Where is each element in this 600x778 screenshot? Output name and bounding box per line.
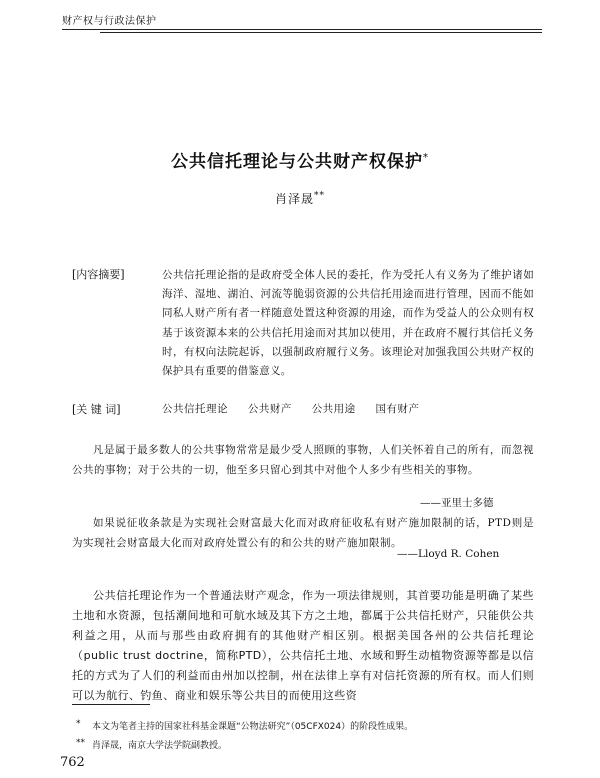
body-paragraph: 公共信托理论作为一个普通法财产观念，作为一项法律规则，其首要功能是明确了某些土地和水资源，包括潮间地和可航水域及其下方之土地，都属于公共信托财产，只能供公共利益之用，从而与那些由政府拥有的其他财产相区别。根据美国各州的公共信托理论（public trust doctrine，简称PTD），公共信托土地、水域和野生动植物资源等都是以信托的方式为了人们的利益而由州加以控制，州在法律上享有对信托资源的所有权。而人们则可以为航行、钓鱼、商业和娱乐等公共目的而使用这些资 [72, 589, 534, 702]
footnote-1 [76, 719, 414, 732]
author-name: 肖泽晟 [274, 192, 314, 206]
keyword: 公共信托理论 [162, 403, 228, 415]
epigraph-attribution-1: ——亚里士多德 [420, 497, 494, 509]
header-rule [62, 29, 542, 30]
footnote-rule [72, 704, 150, 705]
epigraph-quote-1: 凡是属于最多数人的公共事物常常是最少受人照顾的事物，人们关怀着自己的所有，而忽视公共的事物；对于公共的一切，他至多只留心到其中对他个人多少有些相关的事物。 [72, 444, 534, 476]
author-footnote-mark: ** [314, 191, 325, 201]
keywords-label: [关 键 词] [72, 403, 121, 416]
running-head: 财产权与行政法保护 [62, 16, 157, 27]
keyword: 公共用途 [311, 403, 356, 415]
author [0, 190, 600, 207]
page-number: 762 [60, 755, 85, 770]
footnote-mark: * [76, 719, 81, 729]
footnote-text: 本文为笔者主持的国家社科基金课题“公物法研究”（05CFX024）的阶段性成果。 [92, 722, 414, 732]
header-rule-thin [100, 32, 542, 33]
keyword: 国有财产 [375, 403, 420, 415]
footnote-text: 肖泽晟，南京大学法学院副教授。 [92, 741, 228, 751]
footnote-2 [76, 738, 228, 751]
article-title [0, 147, 600, 172]
epigraph-quote-2: 如果说征收条款是为实现社会财富最大化而对政府征收私有财产施加限制的话，PTD则是为实现社会财富最大化而对政府处置公有的和公共的财产施加限制。 [72, 517, 534, 549]
keywords-list [162, 401, 436, 416]
footnote-mark: ** [76, 738, 85, 748]
abstract-label: [内容摘要] [72, 268, 125, 281]
article-title-text: 公共信托理论与公共财产权保护 [171, 152, 423, 172]
title-footnote-mark: * [423, 152, 429, 164]
abstract-text: 公共信托理论指的是政府受全体人民的委托，作为受托人有义务为了维护诸如海洋、湿地、湖泊、河流等脆弱资源的公共信托用途而进行管理，因而不能如同私人财产所有者一样随意处置这种资源的用途，而作为受益人的公众则有权基于该资源本来的公共信托用途而对其加以使用，并在政府不履行其信托义务时，有权向法院起诉，以强制政府履行义务。该理论对加强我国公共财产权的保护具有重要的借鉴意义。 [162, 269, 534, 378]
epigraph-attribution-2: ——Lloyd R. Cohen [397, 548, 500, 560]
keyword: 公共财产 [247, 403, 292, 415]
